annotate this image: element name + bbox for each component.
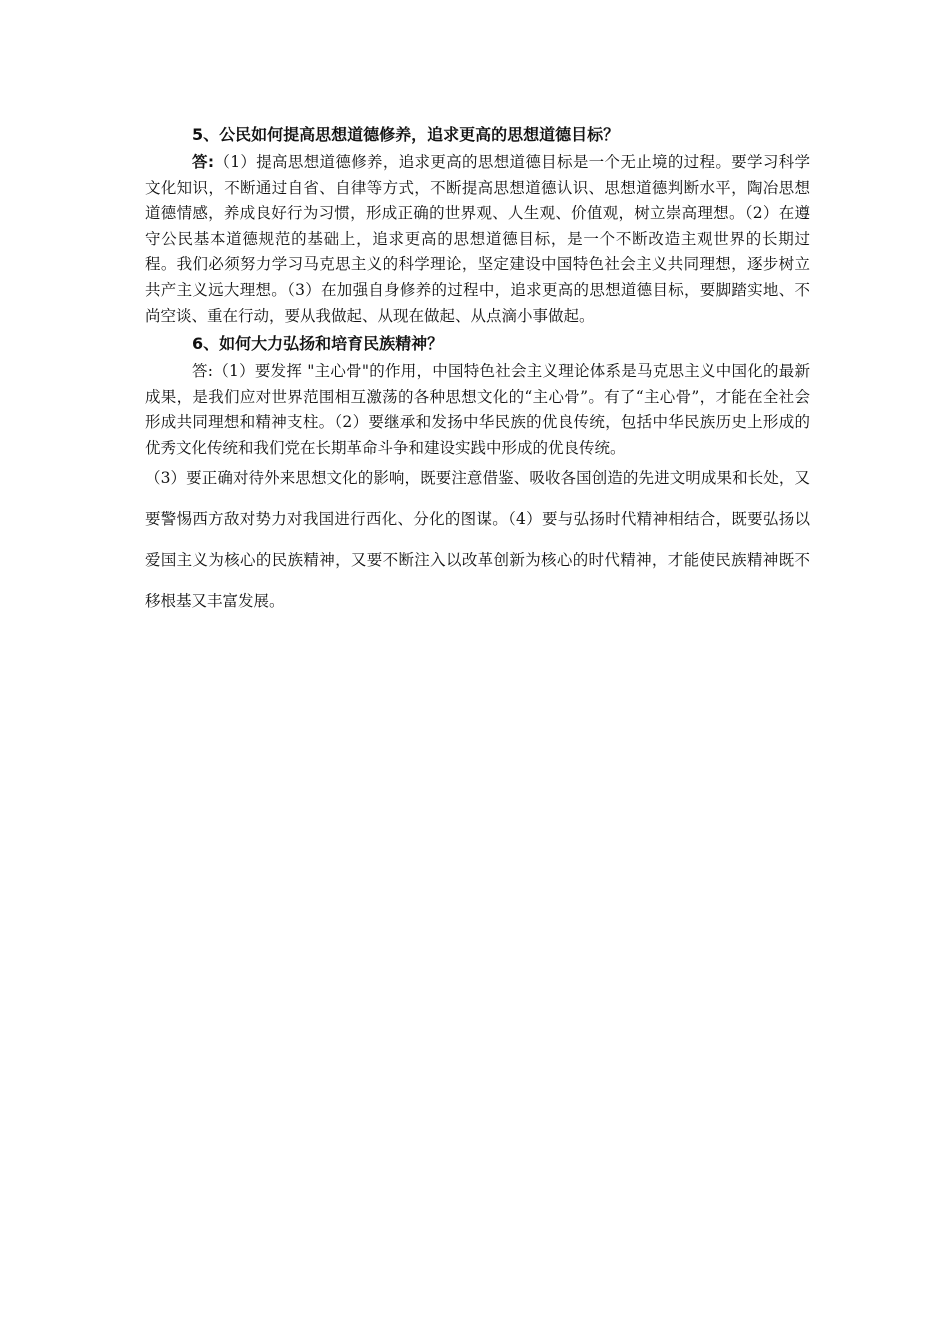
question-5-answer	[145, 150, 810, 329]
question-5-answer-text: （1）提高思想道德修养，追求更高的思想道德目标是一个无止境的过程。要学习科学文化知识，不断通过自省、自律等方式，不断提高思想道德认识、思想道德判断水平，陶冶思想道德情感，养成良好行为习惯，形成正确的世界观、人生观、价值观，树立崇高理想。（2）在遵守公民基本道德规范的基础上，追求更高的思想道德目标，是一个不断改造主观世界的长期过程。我们必须努力学习马克思主义的科学理论，坚定建设中国特色社会主义共同理想，逐步树立共产主义远大理想。（3）在加强自身修养的过程中，追求更高的思想道德目标，要脚踏实地、不尚空谈、重在行动，要从我做起、从现在做起、从点滴小事做起。	[145, 153, 810, 325]
question-6-answer-continued: （3）要正确对待外来思想文化的影响，既要注意借鉴、吸收各国创造的先进文明成果和长处，又要警惕西方敌对势力对我国进行西化、分化的图谋。（4）要与弘扬时代精神相结合，既要弘扬以爱国主义为核心的民族精神，又要不断注入以改革创新为核心的时代精神，才能使民族精神既不移根基又丰富发展。	[145, 468, 810, 610]
document-page	[145, 120, 810, 622]
answer-label: 答:	[192, 153, 215, 171]
question-6-title: 6、如何大力弘扬和培育民族精神？	[192, 334, 444, 354]
question-6-answer-text: （1）要发挥 "主心骨"的作用，中国特色社会主义理论体系是马克思主义中国化的最新成果，是我们应对世界范围相互激荡的各种思想文化的“主心骨”。有了“主心骨”，才能在全社会形成共同理想和精神支柱。（2）要继承和发扬中华民族的优良传统，包括中华民族历史上形成的优秀文化传统和我们党在长期革命斗争和建设实践中形成的优良传统。	[145, 362, 810, 457]
question-5-title: 5、公民如何提高思想道德修养，追求更高的思想道德目标？	[192, 125, 620, 144]
question-6-answer	[145, 359, 810, 461]
answer-label: 答:	[192, 362, 213, 381]
